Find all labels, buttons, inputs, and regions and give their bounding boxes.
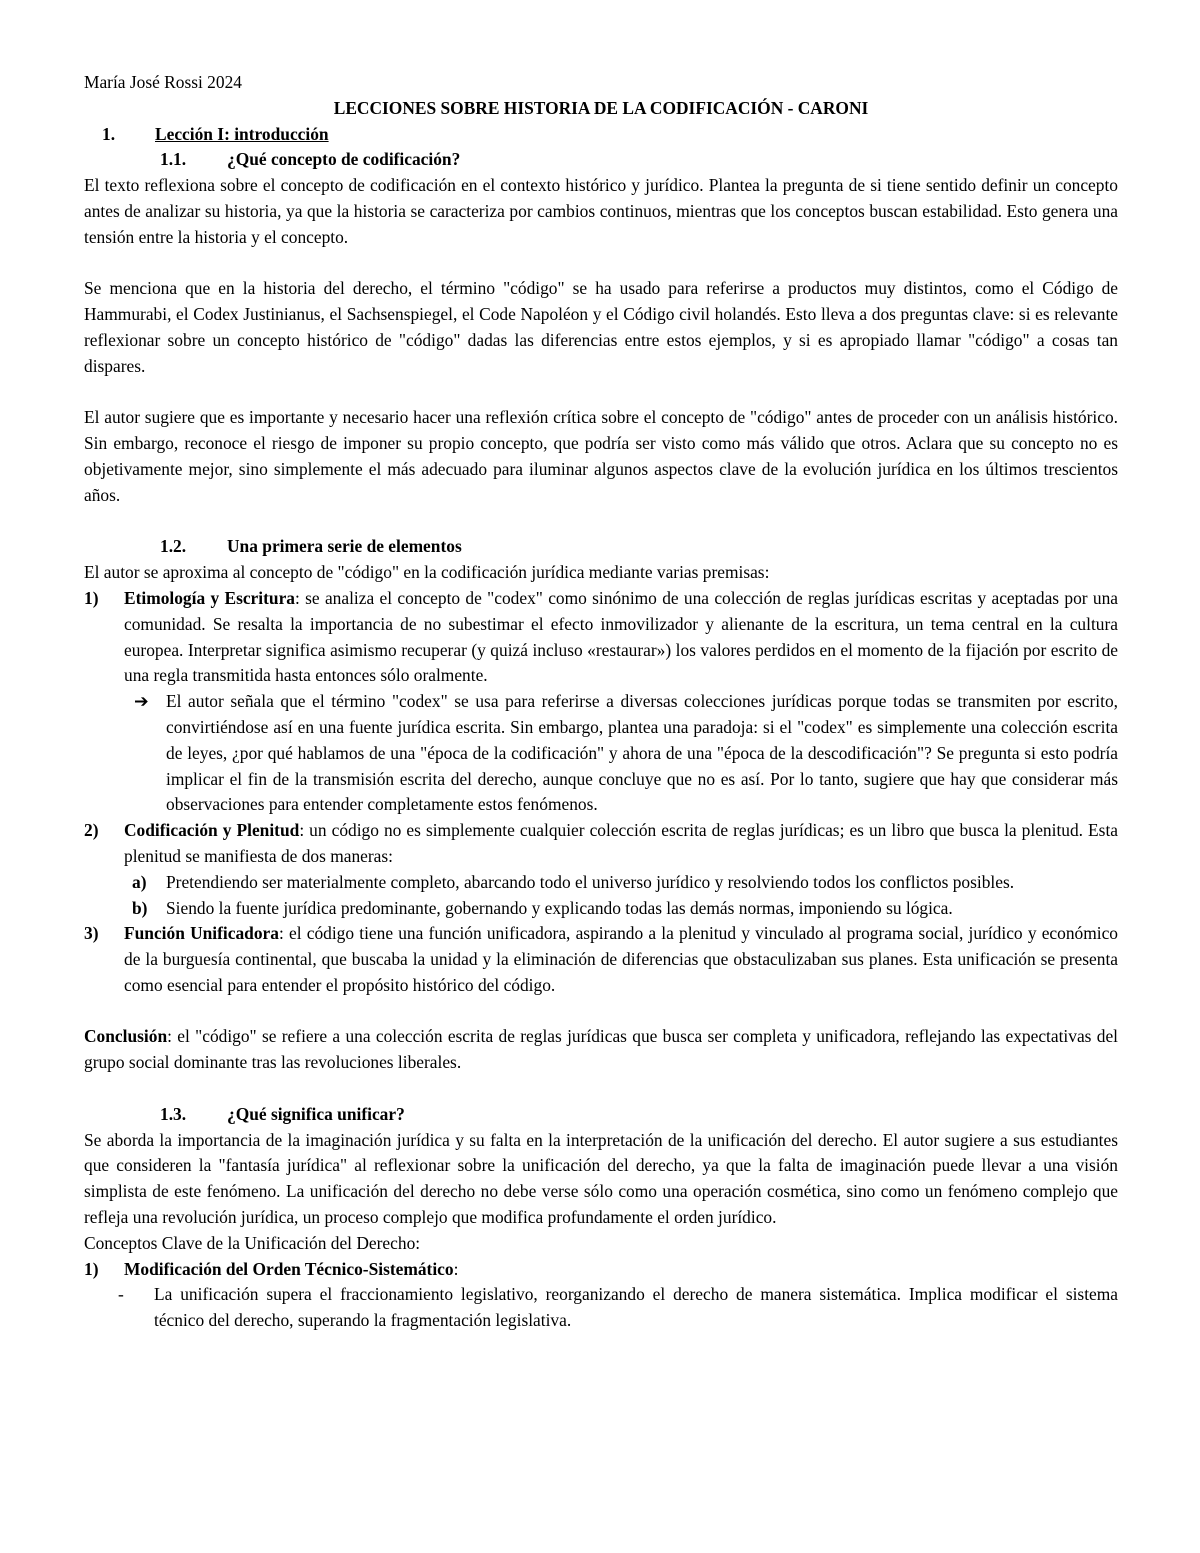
spacer [84, 1076, 1118, 1102]
section-1-2-heading [160, 534, 1118, 560]
document-page [84, 70, 1118, 1334]
list-item-text: : [453, 1258, 459, 1279]
list-item-label: Función Unificadora [124, 923, 279, 944]
list-item-label: Modificación del Orden Técnico-Sistemático [124, 1258, 454, 1279]
lesson-1-title: Lección I: introducción [155, 123, 329, 144]
dash-marker: - [118, 1284, 124, 1305]
dash-bullet-item [118, 1282, 1118, 1334]
list-item-label: Etimología y Escritura [124, 587, 295, 608]
paragraph: Se aborda la importancia de la imaginación jurídica y su falta en la interpretación de la unificación del derecho. El autor sugiere a sus estudiantes que consideren la "fantasía jurídica" al reflexionar sobre la unificación del derecho, ya que la falta de imaginación puede llevar a una visión simplista de este fenómeno. La unificación del derecho no debe verse sólo como una operación cosmética, sino como un fenómeno complejo que refleja una revolución jurídica, un proceso complejo que modifica profundamente el orden jurídico. [84, 1129, 1118, 1228]
list-item-text: : el código tiene una función unificadora, aspirando a la plenitud y vinculado al programa social, jurídico y económico de la burguesía continental, que buscaba la unidad y la eliminación de diferencias que obstaculizaban sus planes. Esta unificación se presenta como esencial para entender el propósito histórico del código. [124, 923, 1118, 995]
spacer [84, 509, 1118, 535]
list-marker: 2) [84, 820, 99, 841]
document-title: LECCIONES SOBRE HISTORIA DE LA CODIFICACIÓN - CARONI [333, 97, 869, 118]
sub-list-text: Siendo la fuente jurídica predominante, gobernando y explicando todas las demás normas, imponiendo su lógica. [166, 897, 953, 918]
paragraph: El autor sugiere que es importante y necesario hacer una reflexión crítica sobre el concepto de "código" antes de proceder con un análisis histórico. Sin embargo, reconoce el riesgo de imponer su propio concepto, que podría ser visto como más válido que otros. Aclara que su concepto no es objetivamente mejor, sino simplemente el más adecuado para iluminar algunos aspectos clave de la evolución jurídica en los últimos trescientos años. [84, 407, 1118, 505]
arrow-bullet-item [134, 689, 1118, 818]
conclusion-paragraph [84, 1024, 1118, 1076]
sub-list-item [132, 870, 1118, 896]
list-item [84, 586, 1118, 689]
list-item-body [124, 818, 1118, 870]
section-1-3-heading [160, 1102, 1118, 1128]
section-1-2-number: 1.2. [160, 536, 187, 557]
list-item-body [124, 921, 1118, 998]
list-marker: 1) [84, 1258, 99, 1279]
dash-bullet-text: La unificación supera el fraccionamiento legislativo, reorganizando el derecho de manera sistemática. Implica modificar el sistema técnico del derecho, superando la fragmentación legislativa. [154, 1284, 1118, 1331]
paragraph: Conceptos Clave de la Unificación del Derecho: [84, 1232, 421, 1253]
section-1-1-number: 1.1. [160, 149, 187, 170]
section-1-2-title: Una primera serie de elementos [227, 536, 462, 557]
lesson-1-number: 1. [102, 123, 116, 144]
sub-list-marker: b) [132, 897, 148, 918]
arrow-right-icon: ➔ [134, 691, 149, 712]
sub-list-item [132, 896, 1118, 922]
author-line: María José Rossi 2024 [84, 72, 242, 92]
conclusion-text: : el "código" se refiere a una colección escrita de reglas jurídicas que busca ser completa y unificadora, reflejando las expectativas del grupo social dominante tras las revoluciones liberales. [84, 1026, 1118, 1073]
list-item-label: Codificación y Plenitud [124, 820, 300, 841]
list-item-text: : se analiza el concepto de "codex" como sinónimo de una colección de reglas jurídicas escritas y aceptadas por una comunidad. Se resalta la importancia de no subestimar el efecto inmovilizador y alienante de la escritura, un tema central en la cultura europea. Interpretar significa asimismo recuperar (y quizá incluso «restaurar») los valores perdidos en el momento de la fijación por escrito de una regla transmitida hasta entonces sólo oralmente. [124, 587, 1118, 686]
list-item [84, 1257, 1118, 1283]
list-item-body [124, 586, 1118, 689]
list-item-body [124, 1257, 1118, 1283]
lesson-1-heading [102, 122, 1118, 148]
spacer [84, 251, 1118, 277]
section-1-3-title: ¿Qué significa unificar? [227, 1103, 405, 1124]
spacer [84, 380, 1118, 406]
list-item-text: : un código no es simplemente cualquier colección escrita de reglas jurídicas; es un libro que busca la plenitud. Esta plenitud se manifiesta de dos maneras: [124, 820, 1119, 866]
paragraph: El autor se aproxima al concepto de "código" en la codificación jurídica mediante varias premisas: [84, 562, 770, 583]
section-1-1-title: ¿Qué concepto de codificación? [227, 149, 461, 170]
paragraph: El texto reflexiona sobre el concepto de codificación en el contexto histórico y jurídico. Plantea la pregunta de si tiene sentido definir un concepto antes de analizar su historia, ya que la historia se caracteriza por cambios continuos, mientras que los conceptos buscan estabilidad. Esto genera una tensión entre la historia y el concepto. [84, 175, 1118, 247]
sub-list-marker: a) [132, 871, 147, 892]
paragraph: Se menciona que en la historia del derecho, el término "código" se ha usado para referirse a productos muy distintos, como el Código de Hammurabi, el Codex Justinianus, el Sachsenspiegel, el Code Napoléon y el Código civil holandés. Esto lleva a dos preguntas clave: si es relevante reflexionar sobre un concepto histórico de "código" dadas las diferencias entre estos ejemplos, y si es apropiado llamar "código" a cosas tan dispares. [84, 278, 1118, 376]
arrow-bullet-text: El autor señala que el término "codex" se usa para referirse a diversas colecciones jurídicas porque todas se transmiten por escrito, convirtiéndose así en una fuente jurídica escrita. Sin embargo, plantea una paradoja: si el "codex" es simplemente una colección escrita de leyes, ¿por qué hablamos de una "época de la codificación" y ahora de una "época de la descodificación"? Se pregunta si esto podría implicar el fin de la transmisión escrita del derecho, aunque concluye que no es así. Por lo tanto, sugiere que hay que considerar más observaciones para entender completamente estos fenómenos. [166, 691, 1118, 815]
spacer [84, 999, 1118, 1025]
list-item [84, 921, 1118, 998]
conclusion-label: Conclusión [84, 1026, 168, 1047]
section-1-1-heading [160, 147, 1118, 173]
sub-list-text: Pretendiendo ser materialmente completo, abarcando todo el universo jurídico y resolviendo todos los conflictos posibles. [166, 871, 1015, 892]
list-marker: 3) [84, 923, 99, 944]
list-marker: 1) [84, 587, 99, 608]
section-1-3-number: 1.3. [160, 1103, 187, 1124]
list-item [84, 818, 1118, 870]
